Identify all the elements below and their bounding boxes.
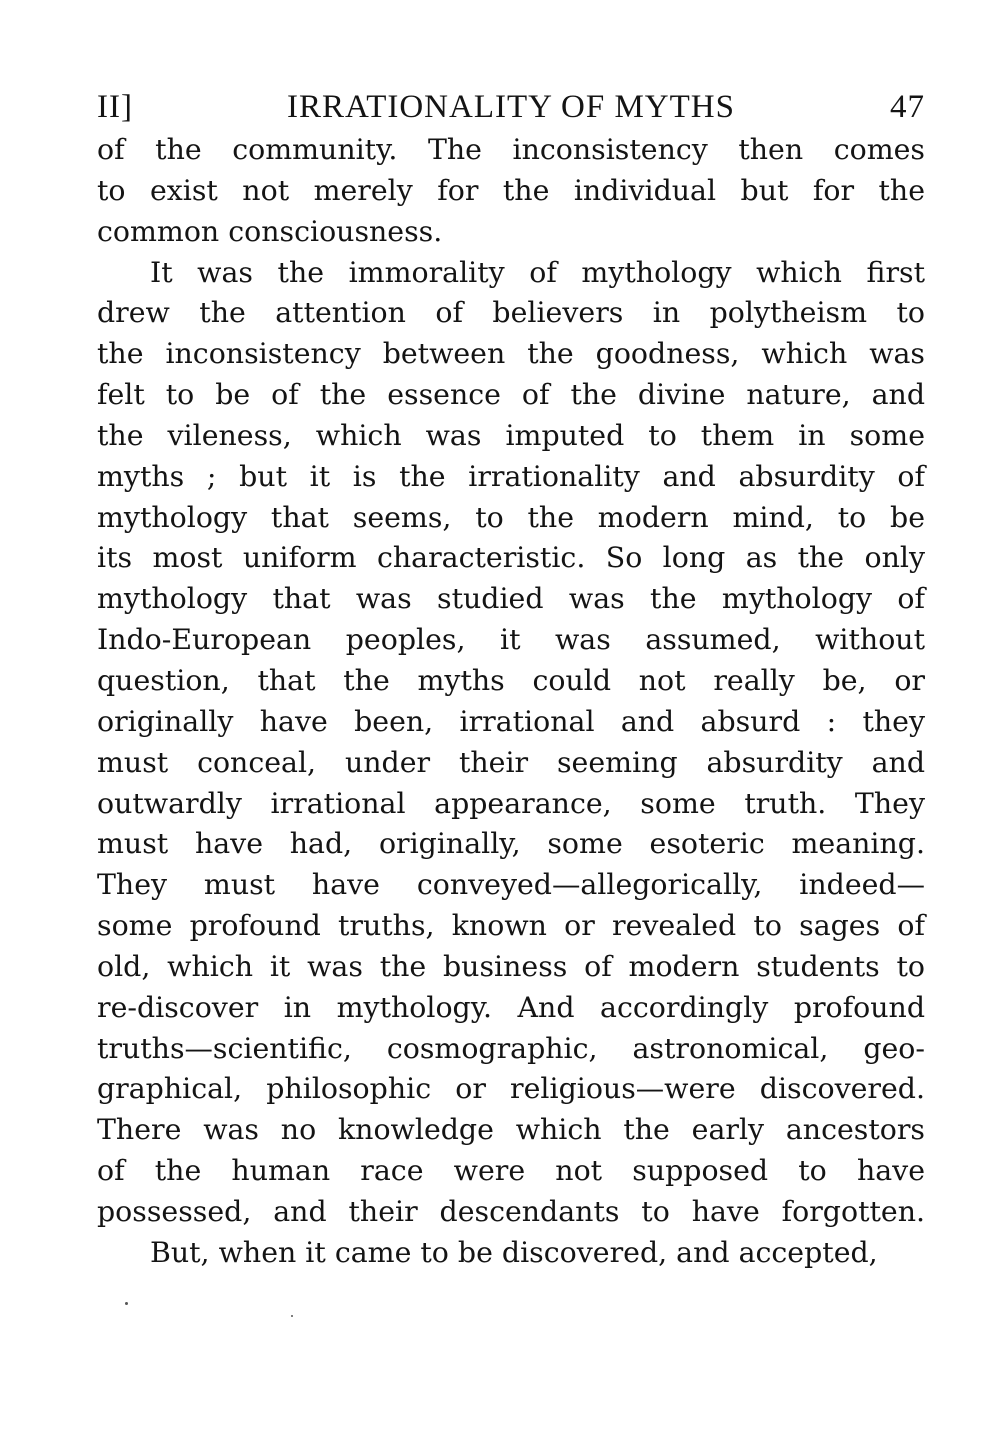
- text-line: drew the attention of believers in polytheism to: [97, 296, 925, 330]
- print-speck: [125, 1302, 128, 1305]
- text-line: the inconsistency between the goodness, which was: [97, 337, 925, 371]
- chapter-number: II]: [97, 89, 133, 125]
- text-line: It was the immorality of mythology which first: [150, 255, 925, 289]
- text-line: They must have conveyed—allegorically, indeed—: [97, 868, 925, 902]
- text-line: to exist not merely for the individual but for the: [97, 173, 925, 207]
- text-line: But, when it came to be discovered, and accepted,: [150, 1235, 878, 1269]
- text-line: common consciousness.: [97, 214, 443, 248]
- text-line: There was no knowledge which the early ancestors: [97, 1113, 925, 1147]
- text-line: of the human race were not supposed to have: [97, 1154, 925, 1188]
- text-line: of the community. The inconsistency then comes: [97, 133, 925, 166]
- text-line: possessed, and their descendants to have forgotten.: [97, 1194, 925, 1228]
- text-line: mythology that seems, to the modern mind, to be: [97, 500, 925, 534]
- text-line: the vileness, which was imputed to them in some: [97, 418, 925, 452]
- text-line: truths—scientific, cosmographic, astronomical, geo-: [97, 1031, 925, 1065]
- running-title: IRRATIONALITY OF MYTHS: [287, 89, 735, 125]
- text-line: graphical, philosophic or religious—were discovered.: [97, 1072, 925, 1106]
- print-speck: [291, 1315, 293, 1317]
- page-number: 47: [890, 89, 925, 125]
- text-line: originally have been, irrational and absurd : they: [97, 704, 925, 738]
- book-page: [97, 84, 925, 1274]
- text-line: myths ; but it is the irrationality and absurdity of: [97, 459, 925, 493]
- running-head: [97, 84, 925, 130]
- text-line: some profound truths, known or revealed to sages of: [97, 909, 925, 943]
- text-line: outwardly irrational appearance, some truth. They: [97, 786, 925, 820]
- text-line: old, which it was the business of modern students to: [97, 949, 925, 983]
- text-line: must conceal, under their seeming absurdity and: [97, 745, 925, 779]
- text-line: mythology that was studied was the mythology of: [97, 582, 925, 616]
- text-line: re-discover in mythology. And accordingly profound: [97, 990, 925, 1024]
- text-line: its most uniform characteristic. So long as the only: [97, 541, 925, 575]
- text-line: must have had, originally, some esoteric meaning.: [97, 827, 925, 861]
- body-text: [97, 130, 925, 1274]
- text-line: Indo-European peoples, it was assumed, without: [97, 623, 925, 657]
- text-line: felt to be of the essence of the divine nature, and: [97, 378, 925, 412]
- text-line: question, that the myths could not really be, or: [97, 663, 925, 697]
